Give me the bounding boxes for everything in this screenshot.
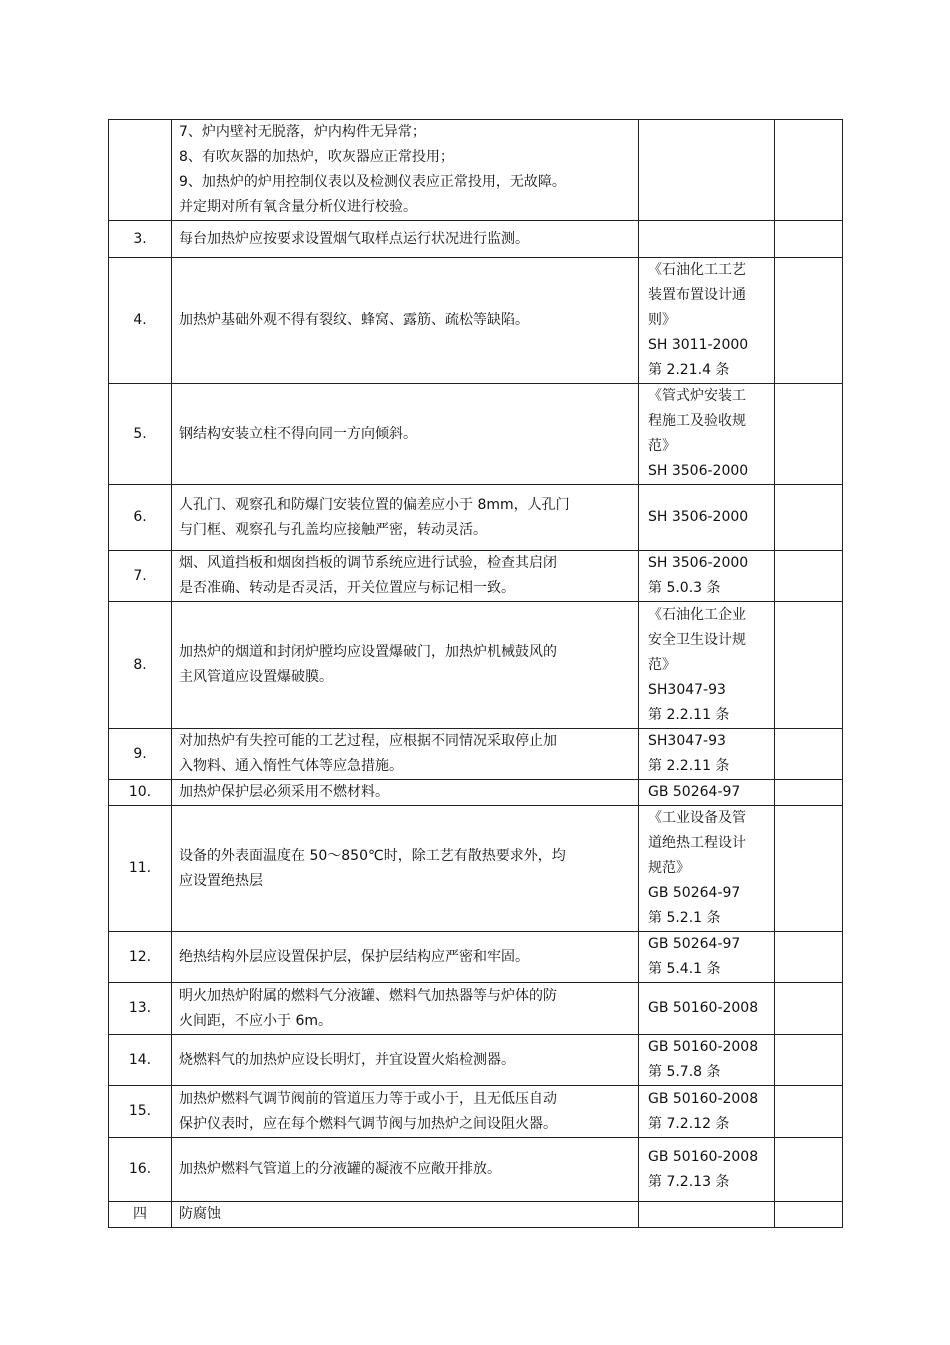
result-cell — [775, 729, 843, 780]
standard-line: GB 50160-2008 — [648, 1090, 759, 1107]
result-cell — [775, 780, 843, 806]
table-row — [109, 384, 843, 485]
table-row — [109, 806, 843, 932]
standard-line: SH 3506-2000 — [648, 509, 749, 525]
standard-cell — [639, 1202, 775, 1228]
result-cell — [775, 1202, 843, 1228]
requirement-cell — [172, 983, 639, 1035]
requirement-cell — [172, 602, 639, 729]
standard-cell — [639, 120, 775, 221]
requirement-cell — [172, 485, 639, 551]
result-cell — [775, 1035, 843, 1086]
requirement-cell — [172, 551, 639, 602]
standard-line: 程施工及验收规 — [648, 413, 746, 429]
standard-line: GB 50264-97 — [648, 784, 741, 800]
table-row — [109, 221, 843, 258]
standard-cell — [639, 983, 775, 1035]
standard-line: 规范》 — [648, 860, 690, 876]
requirement-line: 应设置绝热层 — [179, 872, 263, 889]
standard-line: 《石油化工企业 — [648, 606, 746, 623]
standard-line: 第 2.21.4 条 — [648, 362, 730, 378]
standard-line: SH3047-93 — [648, 733, 726, 749]
result-cell — [775, 258, 843, 384]
standard-cell — [639, 1035, 775, 1086]
requirement-line: 对加热炉有失控可能的工艺过程，应根据不同情况采取停止加 — [179, 733, 557, 749]
requirement-cell — [172, 120, 639, 221]
requirement-line: 是否准确、转动是否灵活，开关位置应与标记相一致。 — [179, 580, 515, 596]
standard-cell — [639, 485, 775, 551]
item-number: 16. — [109, 1138, 172, 1202]
table-row — [109, 1086, 843, 1138]
standard-cell — [639, 258, 775, 384]
standard-cell — [639, 551, 775, 602]
inspection-table — [108, 119, 843, 1228]
requirement-line: 加热炉基础外观不得有裂纹、蜂窝、露筋、疏松等缺陷。 — [179, 312, 529, 328]
standard-line: 第 5.0.3 条 — [648, 580, 721, 596]
requirement-cell — [172, 258, 639, 384]
requirement-cell — [172, 1086, 639, 1138]
requirement-cell — [172, 806, 639, 932]
standard-line: 则》 — [648, 312, 676, 328]
standard-line: 装置布置设计通 — [648, 287, 746, 303]
requirement-line: 与门框、观察孔与孔盖均应接触严密，转动灵活。 — [179, 521, 487, 538]
requirement-cell — [172, 1138, 639, 1202]
standard-line: 《石油化工工艺 — [648, 262, 746, 278]
requirement-line: 明火加热炉附属的燃料气分液罐、燃料气加热器等与炉体的防 — [179, 987, 557, 1004]
item-number: 四 — [109, 1202, 172, 1228]
standard-line: 《工业设备及管 — [648, 810, 746, 826]
result-cell — [775, 1138, 843, 1202]
standard-line: GB 50160-2008 — [648, 1000, 759, 1016]
table-row — [109, 485, 843, 551]
requirement-line: 加热炉燃料气调节阀前的管道压力等于或小于，且无低压自动 — [179, 1090, 557, 1107]
table-row — [109, 1138, 843, 1202]
requirement-line: 并定期对所有氧含量分析仪进行校验。 — [179, 199, 417, 215]
requirement-cell — [172, 932, 639, 983]
requirement-cell — [172, 729, 639, 780]
table-row — [109, 1035, 843, 1086]
requirement-line: 绝热结构外层应设置保护层，保护层结构应严密和牢固。 — [179, 948, 529, 965]
requirement-line: 加热炉保护层必须采用不燃材料。 — [179, 784, 389, 800]
standard-line: 《管式炉安装工 — [648, 388, 746, 404]
table-row — [109, 729, 843, 780]
standard-cell — [639, 384, 775, 485]
item-number: 9. — [109, 729, 172, 780]
table-row — [109, 120, 843, 221]
result-cell — [775, 932, 843, 983]
standard-line: 道绝热工程设计 — [648, 835, 746, 851]
result-cell — [775, 120, 843, 221]
result-cell — [775, 983, 843, 1035]
requirement-cell — [172, 221, 639, 258]
requirement-cell — [172, 780, 639, 806]
requirement-line: 加热炉燃料气管道上的分液罐的凝液不应敞开排放。 — [179, 1161, 501, 1177]
item-number: 11. — [109, 806, 172, 932]
requirement-line: 保护仪表时，应在每个燃料气调节阀与加热炉之间设阻火器。 — [179, 1115, 557, 1132]
standard-cell — [639, 1086, 775, 1138]
item-number — [109, 120, 172, 221]
standard-line: 第 2.2.11 条 — [648, 706, 730, 723]
standard-line: GB 50160-2008 — [648, 1039, 759, 1055]
item-number: 13. — [109, 983, 172, 1035]
item-number: 15. — [109, 1086, 172, 1138]
standard-line: 第 7.2.13 条 — [648, 1173, 730, 1190]
requirement-line: 加热炉的烟道和封闭炉膛均应设置爆破门，加热炉机械鼓风的 — [179, 644, 557, 660]
table-row — [109, 983, 843, 1035]
standard-cell — [639, 1138, 775, 1202]
standard-line: 第 7.2.12 条 — [648, 1115, 730, 1132]
table-row — [109, 551, 843, 602]
standard-line: 第 5.4.1 条 — [648, 961, 721, 977]
result-cell — [775, 384, 843, 485]
table-row — [109, 1202, 843, 1228]
item-number: 10. — [109, 780, 172, 806]
standard-line: 安全卫生设计规 — [648, 631, 746, 648]
requirement-line: 7、炉内壁衬无脱落，炉内构件无异常； — [179, 124, 426, 140]
standard-line: SH 3506-2000 — [648, 463, 749, 479]
requirement-line: 钢结构安装立柱不得向同一方向倾斜。 — [179, 425, 417, 442]
requirement-cell — [172, 1202, 639, 1228]
standard-line: 范》 — [648, 656, 676, 673]
item-number: 7. — [109, 551, 172, 602]
standard-line: SH 3011-2000 — [648, 337, 749, 353]
standard-cell — [639, 806, 775, 932]
standard-cell — [639, 602, 775, 729]
requirement-line: 防腐蚀 — [179, 1206, 221, 1222]
item-number: 14. — [109, 1035, 172, 1086]
result-cell — [775, 806, 843, 932]
standard-line: SH3047-93 — [648, 681, 726, 698]
requirement-line: 每台加热炉应按要求设置烟气取样点运行状况进行监测。 — [179, 230, 529, 247]
result-cell — [775, 602, 843, 729]
requirement-line: 9、加热炉的炉用控制仪表以及检测仪表应正常投用，无故障。 — [179, 174, 566, 190]
requirement-line: 人孔门、观察孔和防爆门安装位置的偏差应小于 8mm，人孔门 — [179, 496, 570, 513]
requirement-line: 入物料、通入惰性气体等应急措施。 — [179, 758, 403, 774]
result-cell — [775, 485, 843, 551]
table-row — [109, 780, 843, 806]
standard-line: 第 5.2.1 条 — [648, 910, 721, 926]
standard-cell — [639, 780, 775, 806]
standard-cell — [639, 729, 775, 780]
table-row — [109, 602, 843, 729]
item-number: 8. — [109, 602, 172, 729]
table-row — [109, 932, 843, 983]
result-cell — [775, 221, 843, 258]
item-number: 12. — [109, 932, 172, 983]
item-number: 4. — [109, 258, 172, 384]
table-body — [109, 120, 843, 1228]
standard-cell — [639, 221, 775, 258]
table-row — [109, 258, 843, 384]
result-cell — [775, 1086, 843, 1138]
standard-line: 第 5.7.8 条 — [648, 1064, 721, 1080]
requirement-line: 8、有吹灰器的加热炉，吹灰器应正常投用； — [179, 149, 454, 165]
requirement-line: 火间距，不应小于 6m。 — [179, 1012, 332, 1029]
requirement-line: 设备的外表面温度在 50～850℃时，除工艺有散热要求外，均 — [179, 847, 566, 864]
standard-line: 第 2.2.11 条 — [648, 758, 730, 774]
requirement-cell — [172, 384, 639, 485]
item-number: 3. — [109, 221, 172, 258]
item-number: 6. — [109, 485, 172, 551]
result-cell — [775, 551, 843, 602]
standard-line: GB 50264-97 — [648, 885, 741, 901]
standard-line: GB 50160-2008 — [648, 1148, 759, 1165]
item-number: 5. — [109, 384, 172, 485]
requirement-line: 主风管道应设置爆破膜。 — [179, 669, 333, 685]
requirement-cell — [172, 1035, 639, 1086]
standard-line: 范》 — [648, 438, 676, 454]
standard-line: GB 50264-97 — [648, 936, 741, 952]
requirement-line: 烟、风道挡板和烟囱挡板的调节系统应进行试验，检查其启闭 — [179, 555, 557, 571]
standard-cell — [639, 932, 775, 983]
requirement-line: 烧燃料气的加热炉应设长明灯，并宜设置火焰检测器。 — [179, 1051, 515, 1068]
standard-line: SH 3506-2000 — [648, 555, 749, 571]
